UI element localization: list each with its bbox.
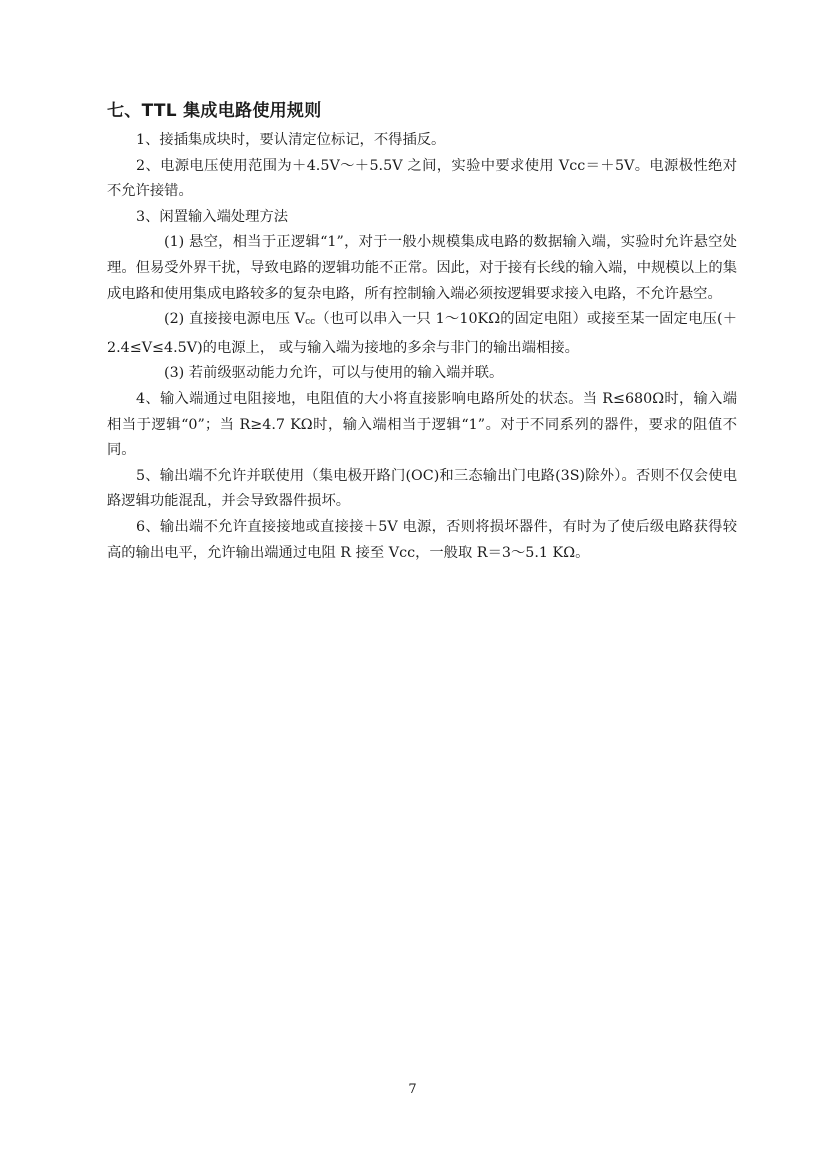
rule-5: 5、输出端不允许并联使用（集电极开路门(OC)和三态输出门电路(3S)除外）。否则不仅会使电路逻辑功能混乱，并会导致器件损坏。 [107, 467, 737, 510]
rule-3-option-1: (1) 悬空，相当于正逻辑“1”，对于一般小规模集成电路的数据输入端，实验时允许悬空处理。但易受外界干扰，导致电路的逻辑功能不正常。因此，对于接有长线的输入端，中规模以上的集成电路和使用集成电路较多的复杂电路，所有控制输入端必须按逻辑要求接入电路，不允许悬空。 [107, 234, 737, 302]
rule-2: 2、电源电压使用范围为＋4.5V～＋5.5V 之间，实验中要求使用 Vcc＝＋5V。电源极性绝对不允许接错。 [107, 157, 737, 200]
rule-3: 3、闲置输入端处理方法 [136, 208, 289, 225]
page-number: 7 [408, 1082, 417, 1097]
rule-3-option-3: (3) 若前级驱动能力允许，可以与使用的输入端并联。 [164, 365, 504, 382]
rule-6: 6、输出端不允许直接接地或直接接＋5V 电源，否则将损坏器件，有时为了使后级电路获得较高的输出电平，允许输出端通过电阻 R 接至 Vcc，一般取 R＝3～5.1 KΩ。 [107, 518, 737, 561]
vcc-subscript: cc [305, 317, 316, 328]
rule-3-option-2 [107, 307, 737, 361]
rule-4: 4、输入端通过电阻接地，电阻值的大小将直接影响电路所处的状态。当 R≤680Ω时，输入端相当于逻辑“0”；当 R≥4.7 KΩ时，输入端相当于逻辑“1”。对于不同系列的器件，要求的阻值不同。 [107, 390, 737, 459]
section-body [107, 128, 737, 566]
rule-3-option-2-text-a: (2) 直接接电源电压 V [164, 311, 306, 328]
rule-3-option-2-text-b: （也可以串入一只 1～10KΩ的固定电阻）或接至某一固定电压(＋2.4≤V≤4.5V)的电源上， 或与输入端为接地的多余与非门的输出端相接。 [107, 311, 737, 356]
rule-1: 1、接插集成块时，要认清定位标记，不得插反。 [136, 132, 446, 148]
section-heading: 七、TTL 集成电路使用规则 [107, 101, 322, 121]
